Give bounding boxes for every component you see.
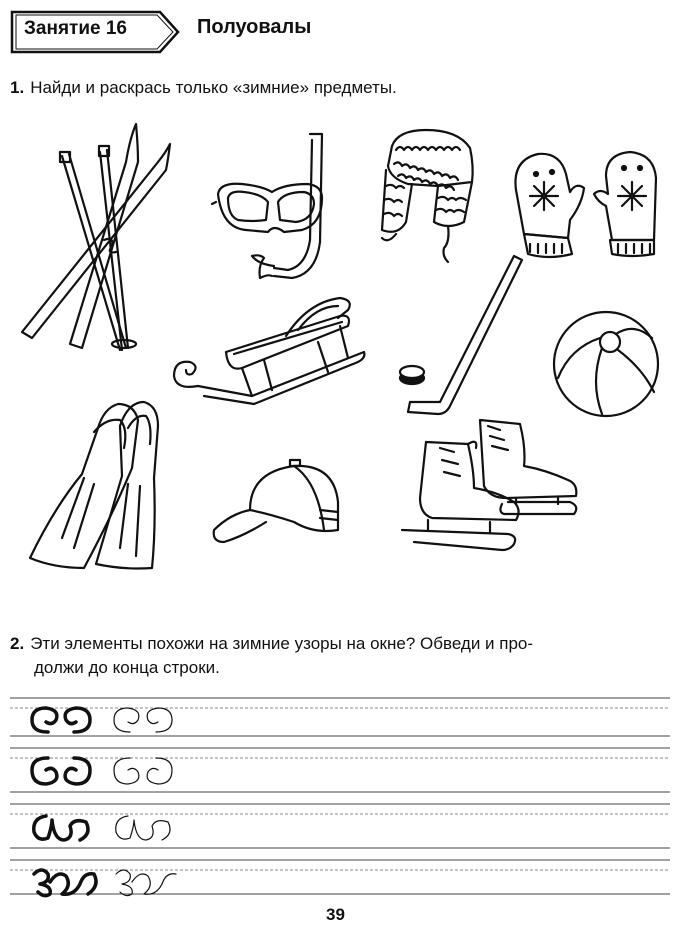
task-2-line-1: Эти элементы похожи на зимние узоры на окне? Обведи и про-: [30, 634, 534, 653]
lesson-badge: [10, 10, 175, 50]
task-1: [10, 76, 397, 100]
winter-hat-picture[interactable]: [378, 126, 478, 266]
swim-fins-picture[interactable]: [24, 398, 164, 572]
page-title: Полуовалы: [197, 16, 312, 38]
task-1-text: Найди и раскрась только «зимние» предметы.: [30, 78, 397, 97]
pattern-row-1[interactable]: [30, 704, 180, 740]
task-2: [10, 632, 670, 680]
mittens-picture[interactable]: [508, 148, 668, 260]
pattern-row-4[interactable]: [30, 864, 180, 900]
lesson-label: Занятие 16: [24, 18, 127, 39]
ice-skates-picture[interactable]: [398, 418, 584, 556]
baseball-cap-picture[interactable]: [210, 458, 342, 546]
task-1-number: 1.: [10, 78, 25, 97]
pattern-row-2[interactable]: [30, 754, 180, 790]
sled-picture[interactable]: [168, 296, 368, 410]
page-number: 39: [326, 905, 345, 924]
snorkel-mask-picture[interactable]: [212, 132, 330, 282]
hockey-stick-and-puck-picture[interactable]: [398, 254, 530, 416]
beach-ball-picture[interactable]: [550, 308, 662, 420]
task-2-line-2: должи до конца строки.: [34, 658, 220, 677]
task-2-number: 2.: [10, 634, 25, 653]
skis-and-poles-picture[interactable]: [20, 122, 180, 354]
pattern-row-3[interactable]: [30, 810, 180, 846]
